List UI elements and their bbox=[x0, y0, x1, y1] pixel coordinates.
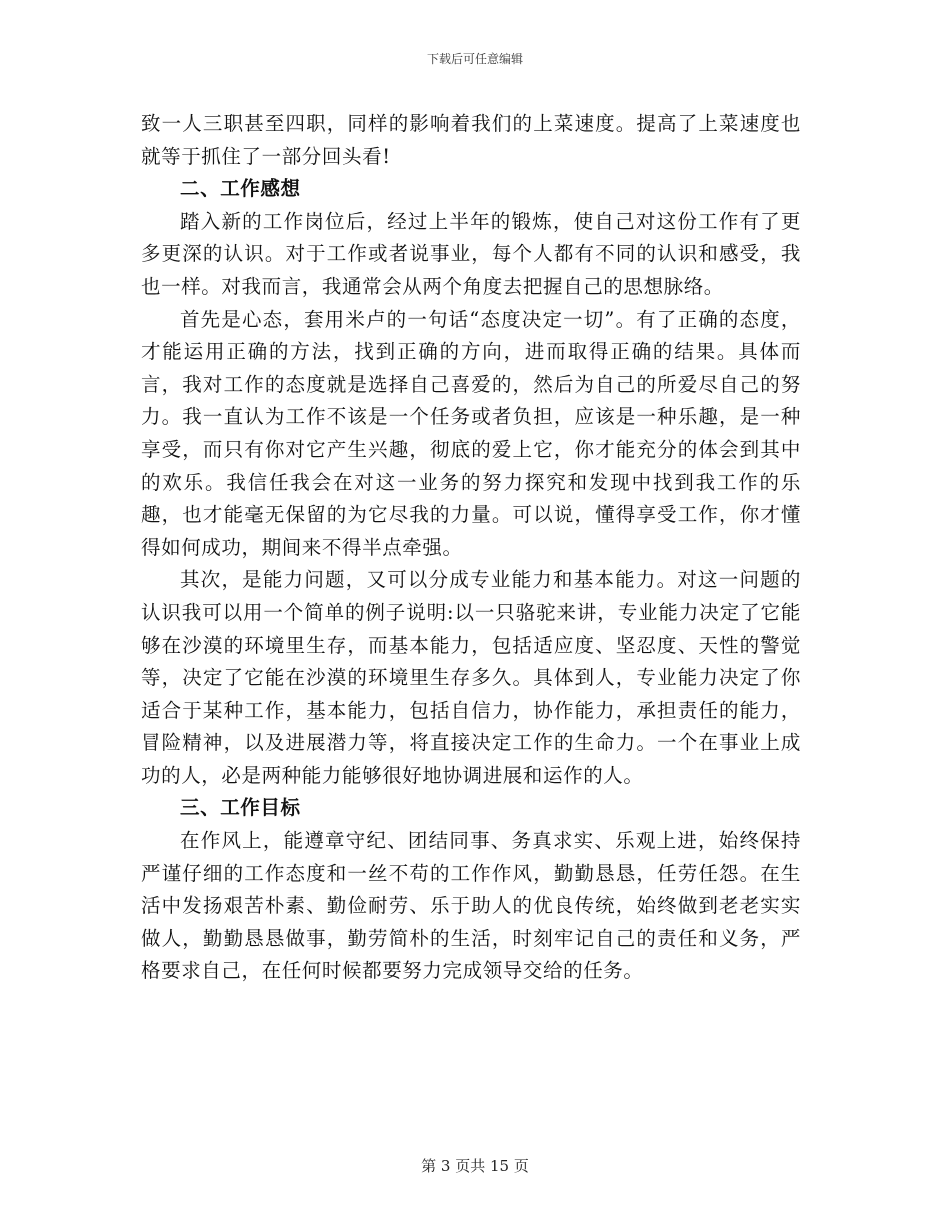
section-heading-work-thoughts: 二、工作感想 bbox=[180, 177, 301, 201]
paragraph-work-style: 在作风上，能遵章守纪、团结同事、务真求实、乐观上进，始终保持严谨仔细的工作态度和一丝不苟的工作作风，勤勤恳恳，任劳任怨。在生活中发扬艰苦朴素、勤俭耐劳、乐于助人的优良传统，始终做到老老实实做人，勤勤恳恳做事，勤劳简朴的生活，时刻牢记自己的责任和义务，严格要求自己，在任何时候都要努力完成领导交给的任务。 bbox=[141, 829, 801, 983]
paragraph-attitude: 首先是心态，套用米卢的一句话“态度决定一切”。有了正确的态度，才能运用正确的方法，找到正确的方向，进而取得正确的结果。具体而言，我对工作的态度就是选择自己喜爱的，然后为自己的所爱尽自己的努力。我一直认为工作不该是一个任务或者负担，应该是一种乐趣，是一种享受，而只有你对它产生兴趣，彻底的爱上它，你才能充分的体会到其中的欢乐。我信任我会在对这一业务的努力探究和发现中找到我工作的乐趣，也才能毫无保留的为它尽我的力量。可以说，懂得享受工作，你才懂得如何成功，期间来不得半点牵强。 bbox=[141, 307, 801, 559]
page-footer-page-number: 第 3 页共 15 页 bbox=[421, 1157, 529, 1175]
page-header: 下载后可任意编辑 bbox=[426, 52, 523, 66]
paragraph-ability: 其次，是能力问题，又可以分成专业能力和基本能力。对这一问题的认识我可以用一个简单的例子说明:以一只骆驼来讲，专业能力决定了它能够在沙漠的环境里生存，而基本能力，包括适应度、坚忍度、天性的警觉等，决定了它能在沙漠的环境里生存多久。具体到人，专业能力决定了你适合于某种工作，基本能力，包括自信力，协作能力，承担责任的能力，冒险精神，以及进展潜力等，将直接决定工作的生命力。一个在事业上成功的人，必是两种能力能够很好地协调进展和运作的人。 bbox=[141, 568, 801, 787]
paragraph-new-position: 踏入新的工作岗位后，经过上半年的锻炼，使自己对这份工作有了更多更深的认识。对于工作或者说事业，每个人都有不同的认识和感受，我也一样。对我而言，我通常会从两个角度去把握自己的思想脉络。 bbox=[141, 209, 801, 298]
section-heading-work-goals: 三、工作目标 bbox=[180, 796, 301, 820]
paragraph-continued: 致一人三职甚至四职，同样的影响着我们的上菜速度。提高了上菜速度也就等于抓住了一部分回头看! bbox=[141, 112, 801, 168]
document-body bbox=[141, 108, 801, 988]
